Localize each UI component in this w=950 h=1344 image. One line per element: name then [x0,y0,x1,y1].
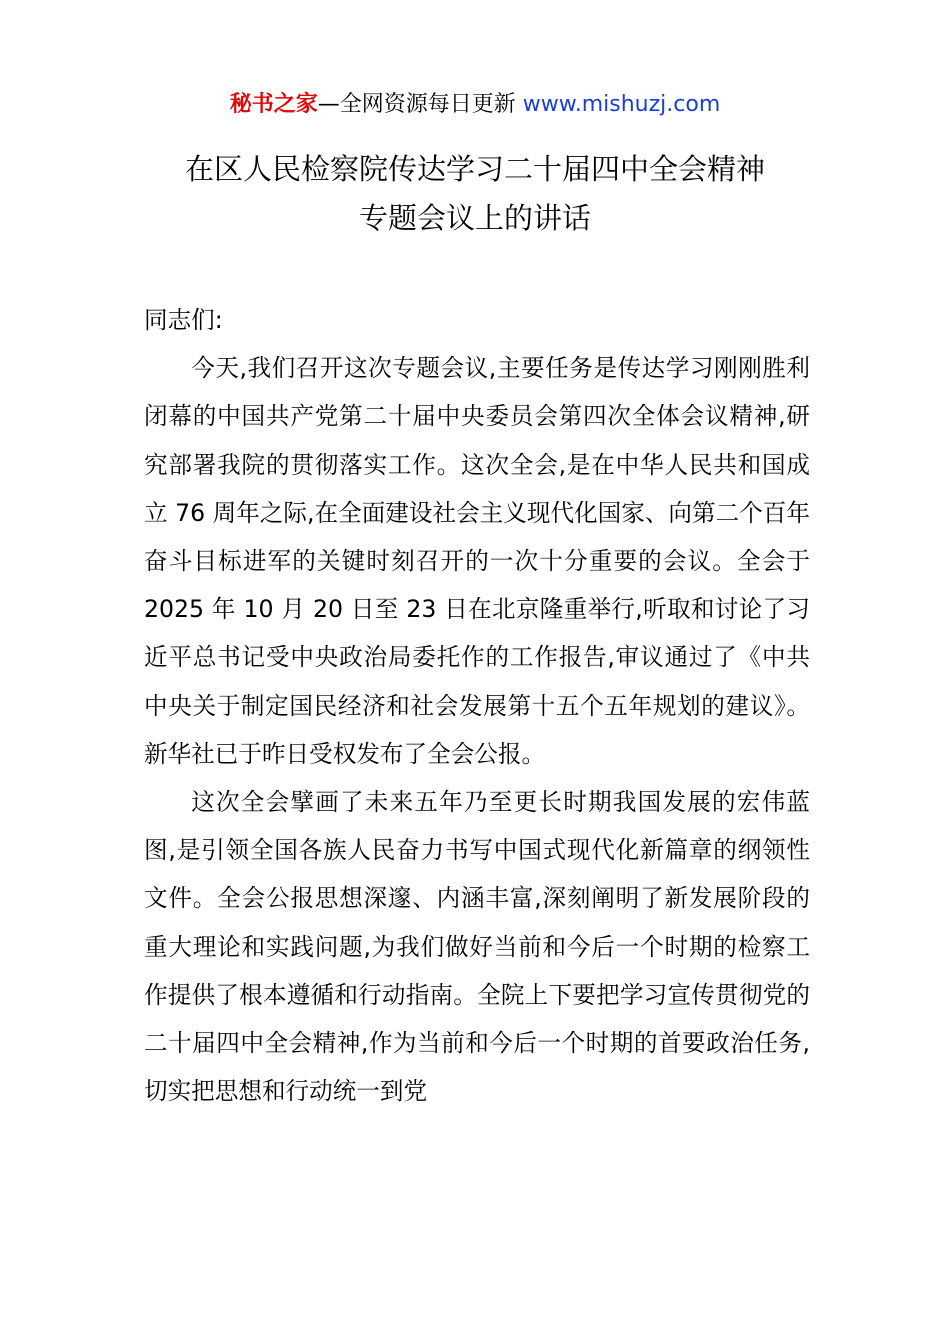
brand-name: 秘书之家 [229,92,318,117]
body-paragraph-1: 今天,我们召开这次专题会议,主要任务是传达学习刚刚胜利闭幕的中国共产党第二十届中央委员会第四次全体会议精神,研究部署我院的贯彻落实工作。这次全会,是在中华人民共和国成立 76 周年之际,在全面建设社会主义现代化国家、向第二个百年奋斗目标进军的关键时刻召开的一次十分重要的会议。全会于 2025 年 10 月 20 日至 23 日在北京隆重举行,听取和讨论了习近平总书记受中央政治局委托作的工作报告,审议通过了《中共中央关于制定国民经济和社会发展第十五个五年规划的建议》。新华社已于昨日受权发布了全会公报。 [144,354,810,768]
salutation: 同志们: [144,306,223,334]
site-header [0,90,950,120]
body-paragraph-2: 这次全会擘画了未来五年乃至更长时期我国发展的宏伟蓝图,是引领全国各族人民奋力书写中国式现代化新篇章的纲领性文件。全会公报思想深邃、内涵丰富,深刻阐明了新发展阶段的重大理论和实践问题,为我们做好当前和今后一个时期的检察工作提供了根本遵循和行动指南。全院上下要把学习宣传贯彻党的二十届四中全会精神,作为当前和今后一个时期的首要政治任务,切实把思想和行动统一到党 [144,788,810,1106]
document-body [144,296,810,1115]
document-title-line-1: 在区人民检察院传达学习二十届四中全会精神 [184,152,765,186]
document-title-line-2: 专题会议上的讲话 [358,201,591,235]
site-url-link[interactable]: www.mishuzj.com [522,92,721,117]
header-tagline: —全网资源每日更新 [317,92,516,117]
